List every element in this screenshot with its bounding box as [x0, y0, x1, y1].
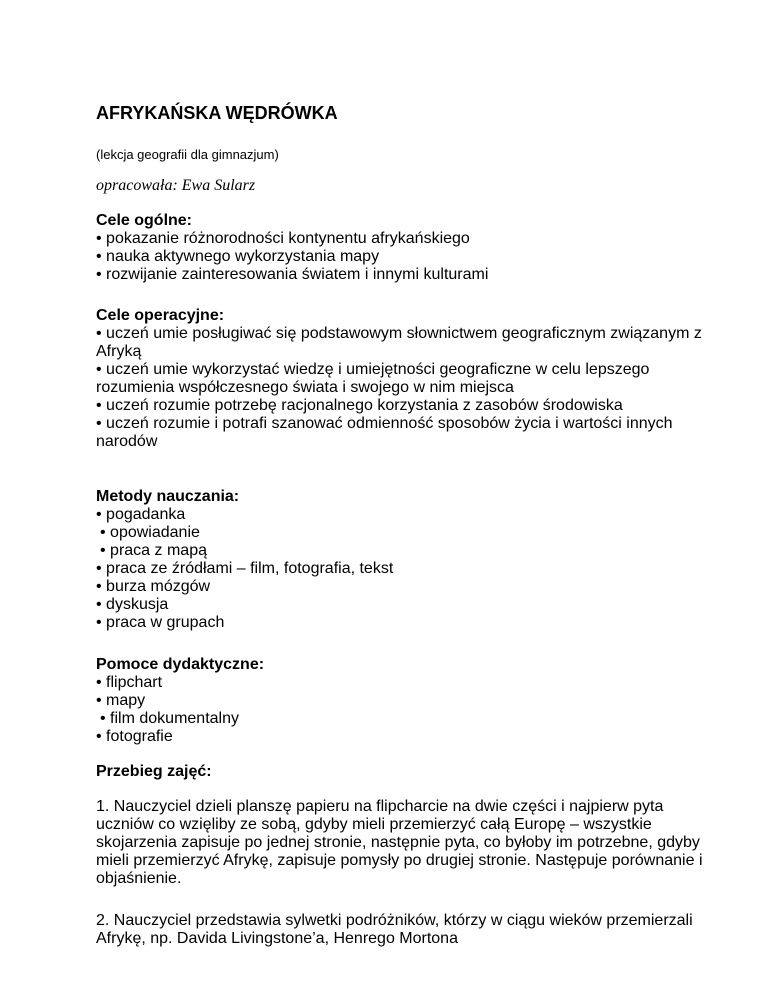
list-item: • praca ze źródłami – film, fotografia, tekst	[96, 560, 394, 577]
section-heading: Metody nauczania:	[96, 488, 240, 505]
list-item: • pokazanie różnorodności kontynentu afrykańskiego	[96, 230, 470, 247]
list-item: • uczeń umie wykorzystać wiedzę i umiejętności geograficzne w celu lepszego rozumienia współczesnego świata i swojego w nim miejsca	[96, 361, 650, 396]
section-operational-goals	[96, 307, 716, 451]
list-item: • fotografie	[96, 728, 173, 745]
section-teaching-methods	[96, 488, 716, 632]
document-author: opracowała: Ewa Sularz	[96, 177, 256, 194]
list-item: • mapy	[96, 692, 146, 709]
list-item: • uczeń rozumie i potrafi szanować odmienność sposobów życia i wartości innych narodów	[96, 415, 673, 450]
bullet-list	[96, 506, 716, 632]
bullet-list	[96, 230, 716, 284]
document-title: AFRYKAŃSKA WĘDRÓWKA	[96, 103, 338, 123]
section-lesson-course	[96, 763, 716, 781]
list-item: • flipchart	[96, 674, 163, 691]
bullet-list	[96, 325, 716, 451]
section-heading: Przebieg zajęć:	[96, 763, 212, 780]
section-heading: Cele operacyjne:	[96, 307, 225, 324]
bullet-list	[96, 674, 716, 746]
list-item: • dyskusja	[96, 596, 169, 613]
list-item: • uczeń umie posługiwać się podstawowym słownictwem geograficznym związanym z Afryką	[96, 325, 702, 360]
section-heading: Pomoce dydaktyczne:	[96, 656, 265, 673]
lesson-step-paragraph: 1. Nauczyciel dzieli planszę papieru na flipcharcie na dwie części i najpierw pyta uczniów co wzięliby ze sobą, gdyby mieli przemierzyć całą Europę – wszystkie skojarzenia zapisuje po jednej stronie, następnie pyta, co byłoby im potrzebne, gdyby mieli przemierzyć Afrykę, zapisuje pomysły po drugiej stronie. Następuje porównanie i objaśnienie.	[96, 798, 703, 887]
list-item: • rozwijanie zainteresowania światem i innymi kulturami	[96, 266, 489, 283]
list-item: • nauka aktywnego wykorzystania mapy	[96, 248, 380, 265]
list-item: • praca w grupach	[96, 614, 225, 631]
list-item: • film dokumentalny	[100, 710, 239, 727]
list-item: • praca z mapą	[100, 542, 207, 559]
section-heading: Cele ogólne:	[96, 212, 193, 229]
document-subtitle: (lekcja geografii dla gimnazjum)	[96, 147, 279, 162]
list-item: • uczeń rozumie potrzebę racjonalnego korzystania z zasobów środowiska	[96, 397, 623, 414]
section-teaching-aids	[96, 656, 716, 746]
list-item: • burza mózgów	[96, 578, 211, 595]
list-item: • opowiadanie	[100, 524, 200, 541]
lesson-step-paragraph: 2. Nauczyciel przedstawia sylwetki podróżników, którzy w ciągu wieków przemierzali Afrykę, np. Davida Livingstone’a, Henrego Mortona	[96, 912, 693, 947]
section-general-goals	[96, 212, 716, 284]
list-item: • pogadanka	[96, 506, 186, 523]
